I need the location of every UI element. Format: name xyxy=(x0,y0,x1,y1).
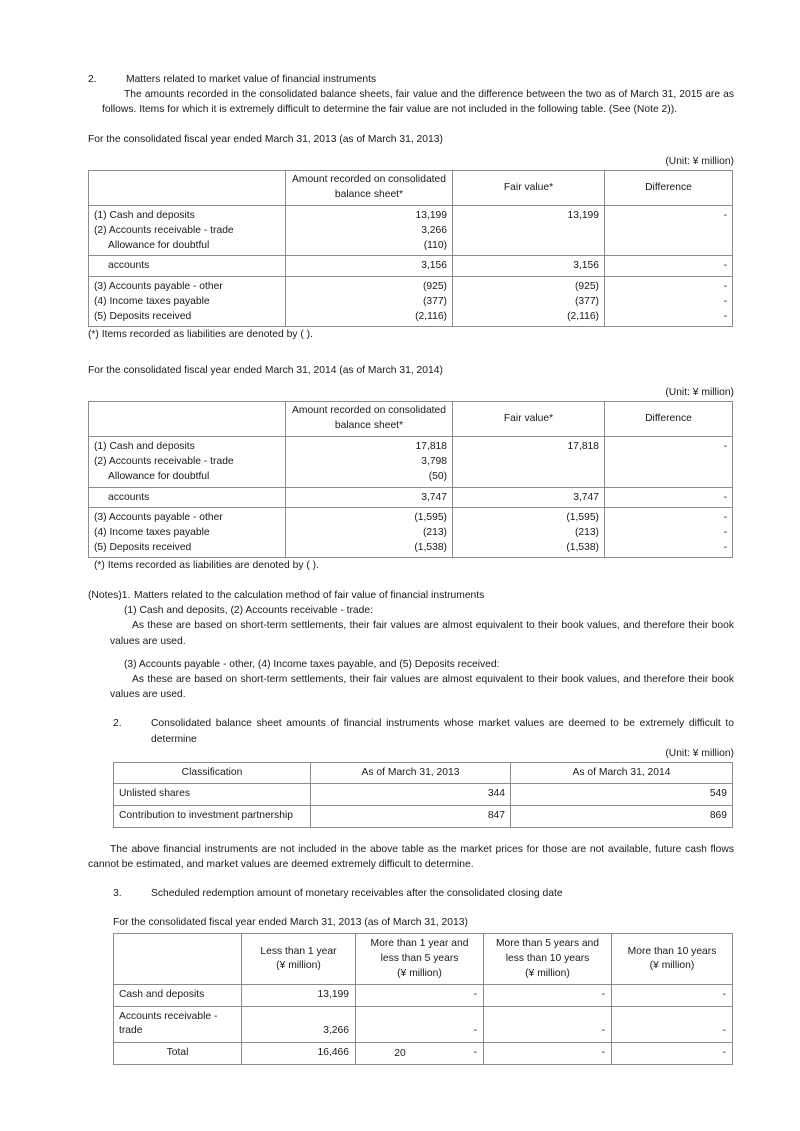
cell-1-5-years: - xyxy=(356,1006,484,1042)
cell-value: (377) xyxy=(422,295,447,307)
note-2-heading xyxy=(88,716,734,746)
note-2-marker: 2. xyxy=(113,718,122,730)
list-item: (1) Cash and deposits xyxy=(94,441,195,453)
table-row-group-2 xyxy=(89,256,733,276)
row-label-total: Total xyxy=(114,1043,242,1065)
classification-table xyxy=(113,762,733,828)
cell-5-10-years: - xyxy=(484,985,612,1007)
list-item: accounts xyxy=(108,491,150,503)
fv-2014-intro: For the consolidated fiscal year ended March 31, 2014 (as of March 31, 2014) xyxy=(88,364,443,376)
cell-value-2013: 344 xyxy=(311,784,511,806)
cell-value: (377) xyxy=(574,295,599,307)
fair-value-table-2013 xyxy=(88,170,733,327)
note-3-marker: 3. xyxy=(113,888,122,900)
table-header-row xyxy=(114,762,733,784)
redemption-table xyxy=(113,933,733,1064)
note-2-unit-caption: (Unit: ¥ million) xyxy=(665,747,734,759)
cell-value: (925) xyxy=(422,280,447,292)
group2-difference: - xyxy=(605,256,733,276)
cell-value: (1,595) xyxy=(414,511,447,523)
group1-amounts xyxy=(286,437,453,488)
cell-value: - xyxy=(723,511,727,523)
header-amount-recorded: Amount recorded on consolidated balance sheet* xyxy=(286,170,453,205)
table-row xyxy=(114,784,733,806)
group1-differences xyxy=(605,437,733,488)
note-2-title: Consolidated balance sheet amounts of financial instruments whose market values are deemed to be extremely difficult to determine xyxy=(151,718,734,745)
group2-fair-value: 3,747 xyxy=(453,487,605,507)
list-item: (3) Accounts payable - other xyxy=(94,511,223,523)
group3-items xyxy=(89,276,286,327)
group3-amounts xyxy=(286,507,453,558)
group3-fair-values xyxy=(453,507,605,558)
table-row-group-3 xyxy=(89,276,733,327)
list-item: Allowance for doubtful xyxy=(108,471,210,483)
notes-heading xyxy=(88,588,734,603)
header-item xyxy=(89,170,286,205)
table-row-group-1 xyxy=(89,205,733,256)
group3-amounts xyxy=(286,276,453,327)
list-item: (3) Accounts payable - other xyxy=(94,280,223,292)
cell-value: - xyxy=(723,441,727,453)
cell-less-1-year: 13,199 xyxy=(242,985,356,1007)
note-3-intro: For the consolidated fiscal year ended March 31, 2013 (as of March 31, 2013) xyxy=(113,917,468,929)
fair-value-table-2014 xyxy=(88,401,733,558)
fv-2014-footnote: (*) Items recorded as liabilities are denoted by ( ). xyxy=(94,560,319,572)
cell-value: (2,116) xyxy=(415,311,447,323)
fv-2013-intro: For the consolidated fiscal year ended March 31, 2013 (as of March 31, 2013) xyxy=(88,133,443,145)
group2-fair-value: 3,156 xyxy=(453,256,605,276)
cell-less-1-year: 3,266 xyxy=(242,1006,356,1042)
group2-items xyxy=(89,256,286,276)
table-row xyxy=(114,806,733,828)
cell-value: 17,818 xyxy=(415,441,447,453)
cell-value: - xyxy=(723,295,727,307)
cell-more-10-years: - xyxy=(612,1006,733,1042)
cell-value-2014: 869 xyxy=(511,806,733,828)
cell-value: 17,818 xyxy=(567,441,599,453)
group1-items xyxy=(89,437,286,488)
header-item xyxy=(89,402,286,437)
list-item: (2) Accounts receivable - trade xyxy=(94,456,234,468)
table-row xyxy=(114,1006,733,1042)
row-label: Accounts receivable - trade xyxy=(114,1006,242,1042)
notes-label: (Notes)1. xyxy=(88,590,131,602)
table-row-group-1 xyxy=(89,437,733,488)
list-item: accounts xyxy=(108,260,150,272)
header-5-to-10-years: More than 5 years and less than 10 years (¥ million) xyxy=(484,934,612,985)
header-fair-value: Fair value* xyxy=(453,170,605,205)
table-row-group-2 xyxy=(89,487,733,507)
table-header-row xyxy=(114,934,733,985)
list-item: (5) Deposits received xyxy=(94,311,192,323)
cell-value: (925) xyxy=(574,280,599,292)
group1-fair-values xyxy=(453,205,605,256)
header-difference: Difference xyxy=(605,402,733,437)
cell-value: 3,798 xyxy=(421,456,447,468)
header-fair-value: Fair value* xyxy=(453,402,605,437)
cell-5-10-years: - xyxy=(484,1006,612,1042)
cell-value: - xyxy=(723,527,727,539)
cell-value: (1,538) xyxy=(414,542,447,554)
list-item: (4) Income taxes payable xyxy=(94,295,210,307)
header-more-than-10-years: More than 10 years (¥ million) xyxy=(612,934,733,985)
cell-more-10-years: - xyxy=(612,1043,733,1065)
group3-items xyxy=(89,507,286,558)
table-header-row xyxy=(89,402,733,437)
note-3-heading xyxy=(88,886,734,901)
header-blank xyxy=(114,934,242,985)
header-classification: Classification xyxy=(114,762,311,784)
note-1-sub-a-body: As these are based on short-term settlements, their fair values are almost equivalent to their book values, and therefore their book values are used. xyxy=(110,620,734,647)
header-1-to-5-years: More than 1 year and less than 5 years (¥ million) xyxy=(356,934,484,985)
page-number: 20 xyxy=(394,1048,406,1059)
group2-amount: 3,747 xyxy=(286,487,453,507)
cell-1-5-years: - xyxy=(356,1043,484,1065)
section-2-title: Matters related to market value of financial instruments xyxy=(126,74,377,85)
note-3-title: Scheduled redemption amount of monetary receivables after the consolidated closing date xyxy=(151,888,563,900)
group2-difference: - xyxy=(605,487,733,507)
table-header-row xyxy=(89,170,733,205)
cell-value: (213) xyxy=(422,527,447,539)
header-as-of-2013: As of March 31, 2013 xyxy=(311,762,511,784)
list-item: (2) Accounts receivable - trade xyxy=(94,225,234,237)
cell-value: 3,266 xyxy=(421,225,447,237)
header-difference: Difference xyxy=(605,170,733,205)
fv-2014-unit-caption: (Unit: ¥ million) xyxy=(665,387,734,399)
cell-value: - xyxy=(723,542,727,554)
group1-differences xyxy=(605,205,733,256)
group1-amounts xyxy=(286,205,453,256)
fv-2013-footnote: (*) Items recorded as liabilities are denoted by ( ). xyxy=(88,329,313,341)
note-1-sub-b-body: As these are based on short-term settlements, their fair values are almost equivalent to their book values, and therefore their book values are used. xyxy=(110,674,734,701)
cell-value: (1,595) xyxy=(566,511,599,523)
cell-value-2013: 847 xyxy=(311,806,511,828)
table-row-group-3 xyxy=(89,507,733,558)
group1-fair-values xyxy=(453,437,605,488)
cell-value-2014: 549 xyxy=(511,784,733,806)
cell-value: - xyxy=(723,311,727,323)
section-2-heading xyxy=(88,72,734,87)
cell-value: - xyxy=(723,280,727,292)
header-less-than-1-year: Less than 1 year (¥ million) xyxy=(242,934,356,985)
cell-value: (2,116) xyxy=(567,311,599,323)
note-1-sub-a-title: (1) Cash and deposits, (2) Accounts receivable - trade: xyxy=(124,605,373,617)
cell-1-5-years: - xyxy=(356,985,484,1007)
group3-differences xyxy=(605,276,733,327)
table-row xyxy=(114,985,733,1007)
row-label: Unlisted shares xyxy=(114,784,311,806)
cell-value: 13,199 xyxy=(415,209,447,221)
header-amount-recorded: Amount recorded on consolidated balance sheet* xyxy=(286,402,453,437)
group1-items xyxy=(89,205,286,256)
group2-amount: 3,156 xyxy=(286,256,453,276)
list-item: (1) Cash and deposits xyxy=(94,209,195,221)
cell-value: 13,199 xyxy=(567,209,599,221)
list-item: (5) Deposits received xyxy=(94,542,192,554)
cell-value: - xyxy=(723,209,727,221)
list-item: Allowance for doubtful xyxy=(108,240,210,252)
section-2-paragraph: The amounts recorded in the consolidated balance sheets, fair value and the difference between the two as of March 31, 2015 are as follows. Items for which it is extremely difficult to determine the fair value are not included in the following table. (See (Note 2)). xyxy=(102,89,734,116)
cell-5-10-years: - xyxy=(484,1043,612,1065)
cell-less-1-year: 16,466 xyxy=(242,1043,356,1065)
row-label: Cash and deposits xyxy=(114,985,242,1007)
group2-items xyxy=(89,487,286,507)
cell-value: (110) xyxy=(423,240,447,252)
note-1-sub-b-title: (3) Accounts payable - other, (4) Income taxes payable, and (5) Deposits received: xyxy=(124,658,500,670)
note-1-title: Matters related to the calculation method of fair value of financial instruments xyxy=(134,590,485,602)
header-as-of-2014: As of March 31, 2014 xyxy=(511,762,733,784)
fv-2013-unit-caption: (Unit: ¥ million) xyxy=(665,155,734,167)
group3-fair-values xyxy=(453,276,605,327)
note-2-after-paragraph: The above financial instruments are not included in the above table as the market prices for those are not available, future cash flows cannot be estimated, and market values are deemed extremely difficult to determine. xyxy=(88,843,734,870)
cell-value: (50) xyxy=(428,471,447,483)
group3-differences xyxy=(605,507,733,558)
cell-value: (1,538) xyxy=(566,542,599,554)
list-item: (4) Income taxes payable xyxy=(94,527,210,539)
page-content xyxy=(88,72,734,1065)
cell-value: (213) xyxy=(574,527,599,539)
section-2-marker: 2. xyxy=(88,74,97,85)
row-label: Contribution to investment partnership xyxy=(114,806,311,828)
cell-more-10-years: - xyxy=(612,985,733,1007)
